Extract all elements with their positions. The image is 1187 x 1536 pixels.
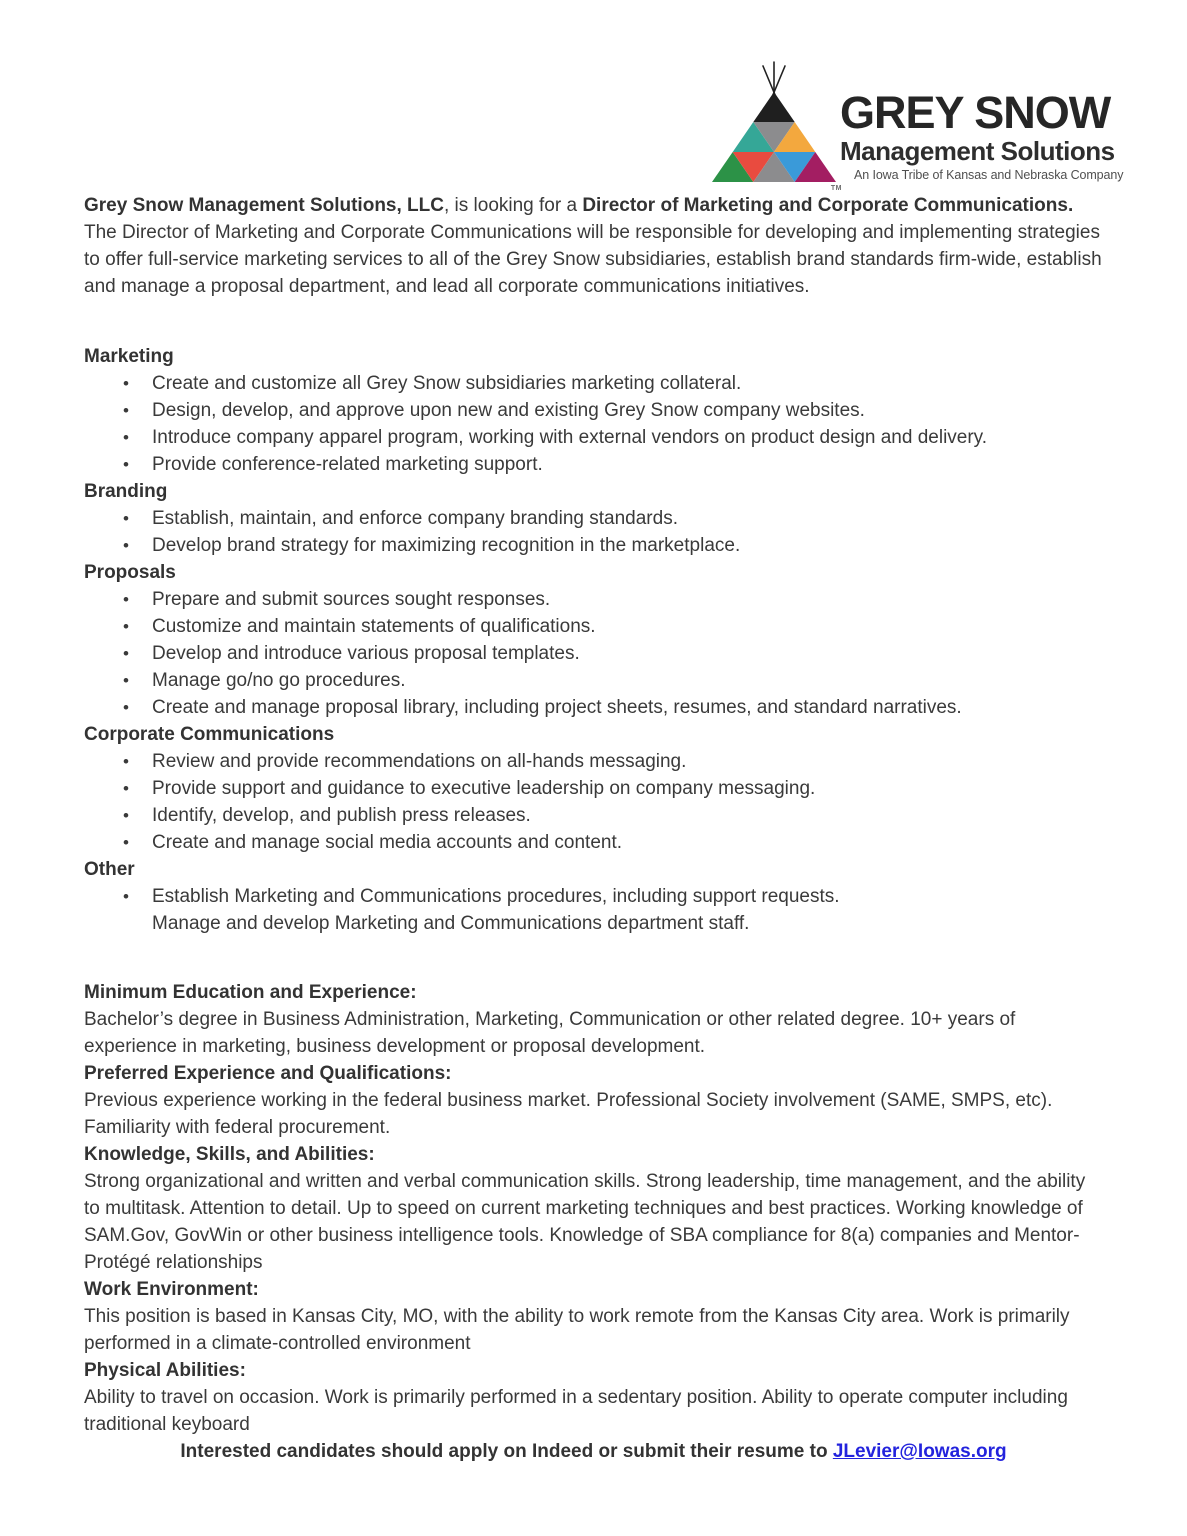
- body-physical-abilities: Ability to travel on occasion. Work is primarily performed in a sedentary position. Ability to operate computer including traditional keyboard: [84, 1387, 1068, 1435]
- heading-knowledge-skills: Knowledge, Skills, and Abilities:: [84, 1144, 375, 1165]
- section-heading-marketing: Marketing: [84, 346, 174, 367]
- company-logo: [712, 58, 1123, 190]
- intro-company-name: Grey Snow Management Solutions, LLC: [84, 195, 444, 216]
- bullet-item: • Prepare and submit sources sought responses.: [84, 586, 1103, 613]
- bullet-item: • Customize and maintain statements of qualifications.: [84, 613, 1103, 640]
- bullet-item: • Manage go/no go procedures.: [84, 667, 1103, 694]
- bullet-item: • Review and provide recommendations on all-hands messaging.: [84, 748, 1103, 775]
- section-heading-corporate-communications: Corporate Communications: [84, 724, 335, 745]
- intro-paragraph: [84, 192, 1103, 300]
- heading-preferred-experience: Preferred Experience and Qualifications:: [84, 1063, 452, 1084]
- heading-work-environment: Work Environment:: [84, 1279, 259, 1300]
- section-heading-branding: Branding: [84, 481, 168, 502]
- body-work-environment: This position is based in Kansas City, MO, with the ability to work remote from the Kansas City area. Work is primarily performed in a climate-controlled environment: [84, 1306, 1070, 1354]
- proposals-bullet-list: [84, 586, 1103, 721]
- other-continuation-line: Manage and develop Marketing and Communications department staff.: [152, 913, 750, 934]
- intro-text-2: The Director of Marketing and Corporate Communications will be responsible for developing and implementing strategies to offer full-service marketing services to all of the Grey Snow subsidiaries, establish brand standards firm-wide, establish and manage a proposal department, and lead all corporate communications initiatives.: [84, 222, 1102, 297]
- heading-minimum-education: Minimum Education and Experience:: [84, 982, 417, 1003]
- bullet-item: • Develop and introduce various proposal templates.: [84, 640, 1103, 667]
- trademark-symbol: TM: [830, 185, 842, 192]
- intro-text-1: , is looking for a: [443, 195, 583, 216]
- apply-email-link[interactable]: JLevier@Iowas.org: [832, 1441, 1007, 1462]
- body-minimum-education: Bachelor’s degree in Business Administration, Marketing, Communication or other related degree. 10+ years of experience in marketing, business development or proposal development.: [84, 1009, 1016, 1057]
- body-preferred-experience: Previous experience working in the federal business market. Professional Society involvement (SAME, SMPS, etc). Familiarity with federal procurement.: [84, 1090, 1053, 1138]
- document-body: [84, 0, 1103, 1465]
- info-sections: [84, 979, 1103, 1438]
- bullet-item: • Create and customize all Grey Snow subsidiaries marketing collateral.: [84, 370, 1103, 397]
- intro-position-title: Director of Marketing and Corporate Communications.: [582, 195, 1074, 216]
- corporate-communications-bullet-list: [84, 748, 1103, 856]
- brand-name: GREY SNOW: [840, 87, 1111, 138]
- marketing-bullet-list: [84, 370, 1103, 478]
- body-knowledge-skills: Strong organizational and written and verbal communication skills. Strong leadership, time management, and the ability to multitask. Attention to detail. Up to speed on current marketing techniques and best practices. Working knowledge of SAM.Gov, GovWin or other business intelligence tools. Knowledge of SBA compliance for 8(a) companies and Mentor-Protégé relationships: [84, 1171, 1086, 1273]
- brand-tagline: An Iowa Tribe of Kansas and Nebraska Company: [854, 167, 1124, 182]
- bullet-item: • Establish, maintain, and enforce company branding standards.: [84, 505, 1103, 532]
- section-heading-proposals: Proposals: [84, 562, 176, 583]
- apply-instruction-line: [84, 1438, 1103, 1465]
- branding-bullet-list: [84, 505, 1103, 559]
- section-heading-other: Other: [84, 859, 135, 880]
- duties-section: [84, 343, 1103, 937]
- bullet-item: • Introduce company apparel program, working with external vendors on product design and delivery.: [84, 424, 1103, 451]
- bullet-item: • Develop brand strategy for maximizing recognition in the marketplace.: [84, 532, 1103, 559]
- brand-subname: Management Solutions: [840, 136, 1115, 166]
- triangle-black: [753, 92, 794, 122]
- bullet-item: • Identify, develop, and publish press releases.: [84, 802, 1103, 829]
- bullet-item: • Establish Marketing and Communications procedures, including support requests.: [84, 883, 1103, 910]
- bullet-item: • Provide conference-related marketing support.: [84, 451, 1103, 478]
- other-bullet-list: [84, 883, 1103, 910]
- bullet-item: • Create and manage proposal library, including project sheets, resumes, and standard narratives.: [84, 694, 1103, 721]
- bullet-item: • Design, develop, and approve upon new and existing Grey Snow company websites.: [84, 397, 1103, 424]
- logo-text: [840, 58, 1123, 182]
- bullet-item: • Provide support and guidance to executive leadership on company messaging.: [84, 775, 1103, 802]
- heading-physical-abilities: Physical Abilities:: [84, 1360, 246, 1381]
- teepee-logo-icon: [712, 58, 842, 192]
- apply-instruction-text: Interested candidates should apply on Indeed or submit their resume to: [180, 1441, 833, 1462]
- bullet-item: • Create and manage social media accounts and content.: [84, 829, 1103, 856]
